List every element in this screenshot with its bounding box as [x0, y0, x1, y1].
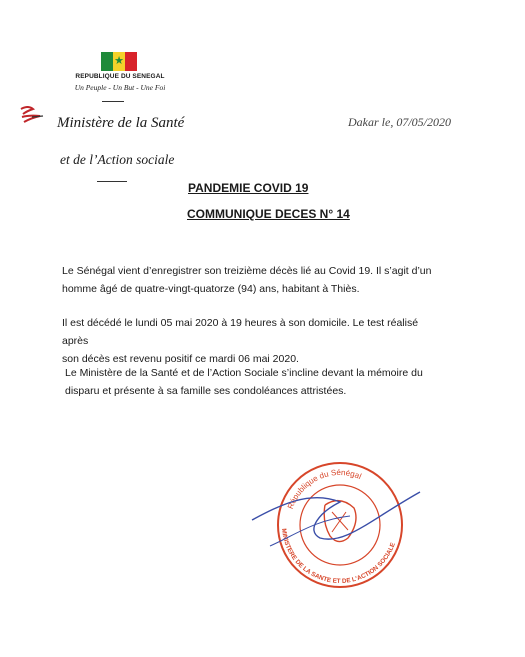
- country-name: REPUBLIQUE DU SENEGAL: [75, 73, 165, 80]
- paragraph-line: Il est décédé le lundi 05 mai 2020 à 19 heures à son domicile. Le test réalisé après: [62, 317, 419, 347]
- paragraph-line: homme âgé de quatre-vingt-quatorze (94) ans, habitant à Thiès.: [62, 283, 360, 295]
- document-date: Dakar le, 07/05/2020: [348, 115, 451, 129]
- signature-stroke: [252, 492, 420, 539]
- document-subtitle: COMMUNIQUE DECES N° 14: [187, 207, 350, 221]
- ministry-name-line2: et de l’Action sociale: [60, 152, 175, 167]
- national-motto: Un Peuple - Un But - Une Foi: [74, 83, 166, 92]
- divider: [102, 101, 124, 102]
- paragraph-line: son décès est revenu positif ce mardi 06 mai 2020.: [62, 353, 299, 365]
- star-icon: ★: [114, 55, 124, 67]
- stamp-ring-bottom: MINISTERE DE LA SANTE ET DE L'ACTION SOCIALE: [280, 528, 397, 586]
- ministry-name-line1: Ministère de la Santé: [57, 115, 185, 131]
- svg-text:République du Sénégal: [286, 468, 363, 510]
- paragraph-line: disparu et présente à sa famille ses condoléances attristées.: [65, 385, 347, 397]
- senegal-flag: [101, 52, 137, 71]
- paragraph-line: Le Sénégal vient d’enregistrer son treizième décès lié au Covid 19. Il s’agit d’un: [62, 265, 432, 277]
- svg-text:MINISTERE DE LA SANTE ET DE L': [280, 528, 397, 585]
- paragraph-line: Le Ministère de la Santé et de l’Action Sociale s’incline devant la mémoire du: [65, 367, 423, 379]
- stamp-ring-top: République du Sénégal: [285, 467, 363, 511]
- ministry-logo-icon: [18, 106, 44, 126]
- paragraph-3: [65, 364, 445, 400]
- document-title: PANDEMIE COVID 19: [188, 181, 309, 195]
- official-stamp: [250, 450, 425, 595]
- divider: [97, 181, 127, 182]
- paragraph-2: [62, 314, 442, 368]
- paragraph-1: [62, 262, 442, 298]
